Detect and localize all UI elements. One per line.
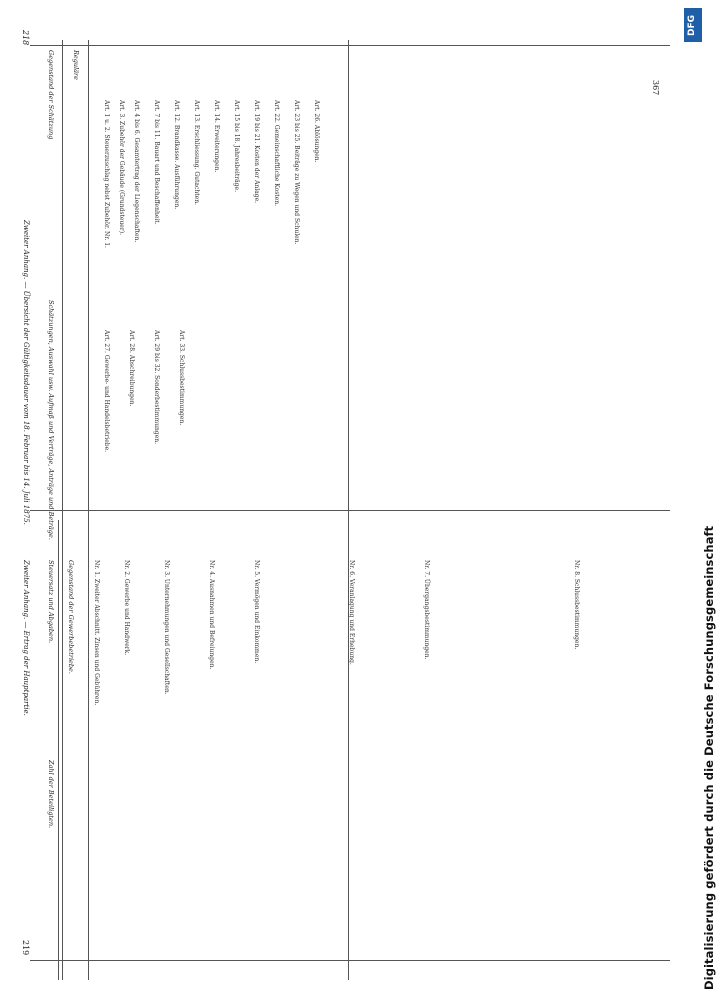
right-entry: Nr. 7. Übergangsbestimmungen.	[423, 560, 430, 660]
right-entry: Nr. 6. Veranlagung und Erhebung.	[348, 560, 355, 665]
page-number-side: 367	[651, 80, 660, 96]
left-entry: Art. 23 bis 25. Beiträge zu Wegen und Schulen.	[293, 100, 300, 245]
running-header-right: Zweiter Anhang. — Ertrag der Hauptpartie.	[22, 560, 30, 716]
left-entry: Art. 15 bis 18. Jahresbeiträge.	[233, 100, 240, 192]
right-entry: Nr. 5. Vermögen und Einkommen.	[253, 560, 260, 664]
right-entry: Nr. 2. Gewerbe und Handwerk.	[123, 560, 130, 656]
left-entry: Art. 12. Brandkasse. Ausführungen.	[173, 100, 180, 210]
right-col-label-2: Zahl der Beteiligten.	[47, 760, 55, 829]
right-entry: Nr. 8. Schlussbestimmungen.	[573, 560, 580, 650]
left-entry: Art. 14. Erweiterungen.	[213, 100, 220, 173]
right-entry: Nr. 3. Unternehmungen und Gesellschaften.	[163, 560, 170, 695]
bottom-divider	[30, 960, 670, 961]
left-section-heading: Schätzungen, Auswahl usw. Aufmaß und Verträge, Anträge und Beträge.	[47, 300, 55, 540]
left-entry: Art. 33. Schlussbestimmungen.	[178, 330, 185, 426]
left-entry: Art. 13. Erschliessung. Gutachten.	[193, 100, 200, 205]
dfg-watermark-text: Digitalisierung gefördert durch die Deutsche Forschungsgemeinschaft	[702, 525, 716, 990]
right-col-label-1: Steuersatz und Abgaben.	[47, 560, 55, 644]
left-entry: Art. 3. Zubehör der Gebäude (Grundsteuer).	[118, 100, 125, 235]
left-col-label-1: Gegenstand der Schätzung	[47, 50, 55, 140]
left-entry: Art. 28. Abschreibungen.	[128, 330, 135, 407]
left-entry: Art. 29 bis 32. Sonderbestimmungen.	[153, 330, 160, 445]
left-entry: Art. 22. Gemeinschaftliche Kosten.	[273, 100, 280, 207]
right-entry: Nr. 4. Ausnahmen und Befreiungen.	[208, 560, 215, 670]
running-header-middle: Zweiter Anhang. — Übersicht der Gültigkeitsdauer vom 18. Februar bis 14. Juli 1875.	[22, 220, 30, 525]
left-entry: Art. 4 bis 6. Gesamtertrag der Liegenschaften.	[133, 100, 140, 243]
running-header-left: 218	[21, 30, 30, 46]
center-divider	[30, 510, 670, 511]
right-section-heading: Gegenstand der Gewerbebetriebe.	[67, 560, 75, 674]
left-entry: Art. 19 bis 21. Kosten der Anlage.	[253, 100, 260, 204]
dfg-logo: DFG	[684, 8, 702, 42]
left-entry: Art. 1 u. 2. Steuerzuschlag nebst Zubehör. Nr. 1.	[103, 100, 110, 248]
header-divider	[30, 45, 670, 46]
right-entry: Nr. 1. Zweiter Abschnitt. Zinsen und Gebühren.	[93, 560, 100, 706]
page-number-top: 219	[21, 940, 30, 956]
left-col-label-2: Reguläre	[72, 50, 80, 80]
left-entry: Art. 26. Ablösungen.	[313, 100, 320, 163]
left-entry: Art. 7 bis 11. Bauart und Beschaffenheit.	[153, 100, 160, 225]
column-divider-3	[58, 520, 59, 980]
left-entry: Art. 27. Gewerbe- und Handelsbetriebe.	[103, 330, 110, 453]
